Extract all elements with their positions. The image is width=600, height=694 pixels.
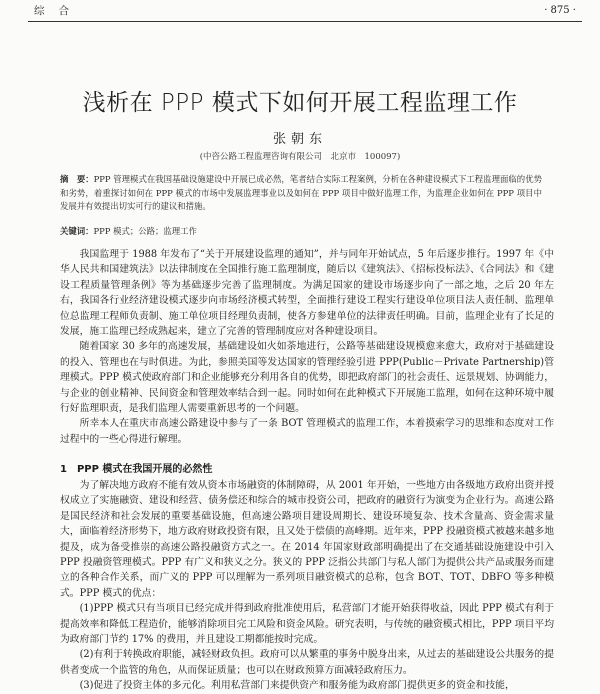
abstract-label: 摘 要：	[60, 174, 94, 184]
author-affiliation: (中咨公路工程监理咨询有限公司 北京市 100097)	[199, 152, 401, 162]
keywords-text: PPP 模式；公路；监理工作	[93, 226, 197, 236]
paragraph: (2)有利于转换政府职能，减轻财政负担。政府可以从繁重的事务中脱身出来，从过去的基础建设公共服务的提供者变成一个监管的角色，从而保证质量；也可以在财政预算方面减轻政府压力。	[60, 649, 554, 676]
header-section: 综合	[34, 5, 83, 17]
section-heading: 1 PPP 模式在我国开展的必然性	[60, 464, 213, 475]
paragraph: 随着国家 30 多年的高速发展，基础建设如火如荼地进行，公路等基础建设规模愈来愈大，政府对于基础建设的投入、管理也在与时俱进。为此，参照美国等发达国家的管理经验引进 PPP(Public－Private Partnership)管理模式。PPP 模式使政府部门和企业能够充分利用各自的优势，即把政府部门的社会责任、远景规划、协调能力，与企业的创业精神、民间资金和管理效率结合到一起。同时如何在此种模式下开展施工监理，如何在这种环境中履行好监理职责，是我们监理人需要重新思考的一个问题。	[60, 341, 554, 415]
introduction	[60, 247, 554, 447]
abstract-text: PPP 管理模式在我国基础设施建设中开展已成必然，笔者结合实际工程案例，分析在各种建设模式下工程监理面临的优势和劣势，着重探讨如何在 PPP 模式的市场中发展监理事业以及如何在 PPP 项目中做好监理工作，为监理企业如何在 PPP 项目中发展并有效提出切实可行的建议和措施。	[60, 174, 542, 211]
section-body	[60, 478, 554, 694]
paragraph: 所幸本人在重庆市高速公路建设中参与了一条 BOT 管理模式的监理工作，本着摸索学习的思维和态度对工作过程中的一些心得进行解理。	[60, 418, 554, 445]
author-name: 张朝东	[272, 132, 327, 147]
paragraph: (1)PPP 模式只有当项目已经完成并得到政府批准使用后，私营部门才能开始获得收益，因此 PPP 模式有利于提高效率和降低工程造价，能够消除项目完工风险和资金风险。研究表明，与传统的融资模式相比，PPP 项目平均为政府部门节约 17% 的费用，并且建设工期都能按时完成。	[60, 603, 554, 646]
paragraph: (3)促进了投资主体的多元化。利用私营部门来提供资产和服务能为政府部门提供更多的资金和技能，	[79, 680, 515, 692]
paragraph: 我国监理于 1988 年发布了“关于开展建设监理的通知”，并与同年开始试点，5 年后逐步推行。1997 年《中华人民共和国建筑法》以法律制度在全国推行施工监理制度，随后以《建筑法》、《招标投标法》、《合同法》和《建设工程质量管理条例》等为基础逐步完善了监理制度。为满足国家的建设市场逐步向了一部之地，之后 20 年左右，我国各行业经济建设模式逐步向市场经济模式转型，全面推行建设工程实行建设单位项目法人责任制、监理单位总监理工程师负责制、施工单位项目经理负责制，使各方参建单位的法律责任明确。目前，监理企业有了长足的发展，施工监理已经成熟起来，建立了完善的管理制度应对各种建设项目。	[60, 249, 554, 338]
running-header	[28, 3, 582, 22]
paragraph: 为了解决地方政府不能有效从资本市场融资的体制障碍，从 2001 年开始，一些地方由各级地方政府出资并授权成立了实施融资、建设和经营、债务偿还和综合的城市投资公司，把政府的融资行为演变为企业行为。高速公路是国民经济和社会发展的重要基础设施，但高速公路项目建设周期长、建设环境复杂、技术含量高、资金需求量大，面临着经济形势下，地方政府财政投资有限，且又处于偿债的高峰期。近年来，PPP 投融资模式被越来越多地提及，成为备受推崇的高速公路投融资方式之一。在 2014 年国家财政部明确提出了在交通基础设施建设中引入 PPP 投融资管理模式。PPP 有广义和狭义之分。狭义的 PPP 泛指公共部门与私人部门为提供公共产品或服务而建立的各种合作关系，而广义的 PPP 可以理解为一系列项目融资模式的总称，包含 BOT、TOT、DBFO 等多种模式。PPP 模式的优点：	[60, 480, 554, 599]
keywords	[60, 225, 542, 238]
article-title: 浅析在 PPP 模式下如何开展工程监理工作	[82, 90, 518, 116]
keywords-label: 关键词：	[60, 226, 94, 236]
page-number: · 875 ·	[544, 5, 576, 16]
abstract	[60, 173, 542, 214]
